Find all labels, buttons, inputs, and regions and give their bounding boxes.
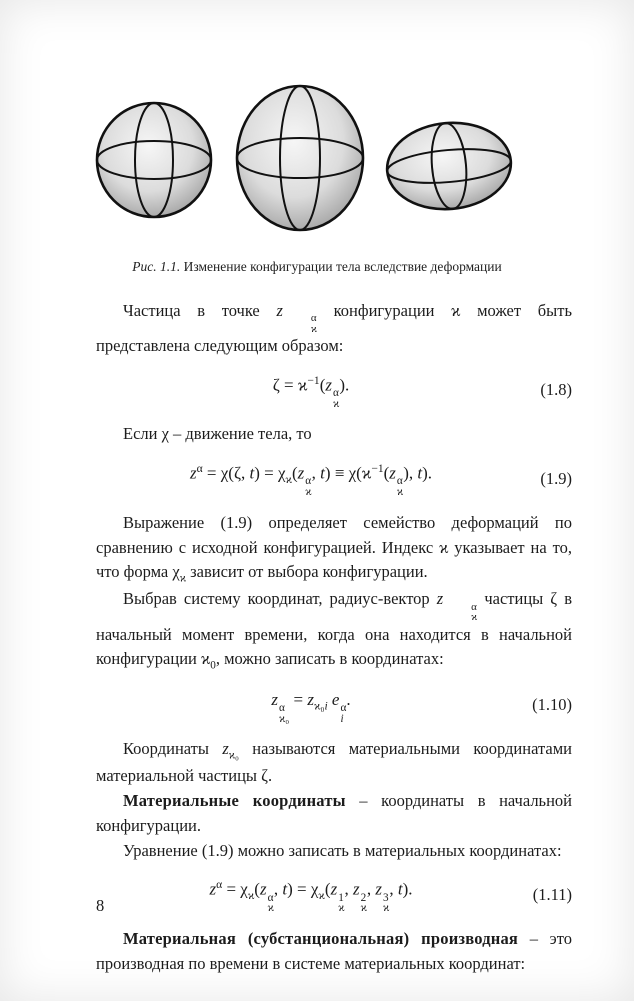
equation-1-10 [96, 687, 572, 724]
equation-1-10-number: (1.10) [532, 695, 572, 715]
equation-1-9 [96, 460, 572, 498]
equation-1-11 [96, 876, 572, 914]
equation-1-8-body: $\zeta = ϰ^{-1}(z$ α ϰ ). [272, 373, 350, 410]
prolate-outline [237, 86, 363, 230]
sphere-outline [97, 103, 211, 217]
oblate-outline [383, 118, 514, 214]
equation-1-11-body: $z^\alpha = \chi_ϰ(z$ α ϰ , $t) = \chi_ϰ(z$ 1 ϰ , z 2 ϰ , z 3 ϰ , t). [209, 878, 413, 915]
ellipsoids-figure [82, 78, 552, 240]
equation-1-11-number: (1.11) [532, 884, 572, 904]
paragraph-coords: Координаты $z_{ϰ_0}$ называются материальными координатами материальной частицы ζ. [96, 739, 572, 786]
equation-1-9-body: $z^\alpha = \chi(\zeta$, $t) = \chi_ϰ(z$ α ϰ , $t) \equiv \chi(ϰ^{-1}(z$ α ϰ ), t). [189, 462, 433, 499]
figure-1-1 [0, 0, 634, 275]
paragraph-material-derivative: Материальная (субстанциональная) производная – это производная по времени в системе материальных координат: [96, 929, 572, 973]
paragraph-intro: Частица в точке z α ϰ конфигурации ϰ может быть представлена следующим образом: [96, 301, 572, 356]
paragraph-equation-rewrite: Уравнение (1.9) можно записать в материальных координатах: [123, 840, 562, 860]
equation-1-8 [96, 372, 572, 410]
figure-caption [0, 259, 634, 275]
paragraph-expression: Выражение (1.9) определяет семейство деформаций по сравнению с исходной конфигурацией. Индекс ϰ указывает на то, что форма $\chi_ϰ$ зависит от выбора конфигурации. [96, 512, 572, 585]
paragraph-material-definition: Материальные координаты – координаты в начальной конфигурации. [96, 791, 572, 835]
page-number: 8 [96, 896, 105, 915]
oblate-ellipsoid-figure [383, 118, 514, 214]
sphere-figure [97, 103, 211, 217]
equation-1-9-number: (1.9) [540, 468, 572, 488]
paragraph-choose-coords: Выбрав систему координат, радиус-вектор z α ϰ частицы ζ в начальный момент времени, когда она находится в начальной конфигурации $ϰ_0$, можно записать в координатах: [96, 589, 572, 672]
prolate-ellipsoid-figure [237, 86, 363, 230]
figure-caption-text: Изменение конфигурации тела вследствие деформации [183, 259, 502, 274]
figure-caption-label: Рис. 1.1. [132, 259, 181, 274]
equation-1-8-number: (1.8) [540, 380, 572, 400]
body-text [0, 275, 634, 977]
paragraph-if-chi: Если χ – движение тела, то [123, 424, 312, 444]
equation-1-10-body: z α ϰ₀ = $z_{ϰ_0i}$ e α i . [271, 690, 351, 725]
